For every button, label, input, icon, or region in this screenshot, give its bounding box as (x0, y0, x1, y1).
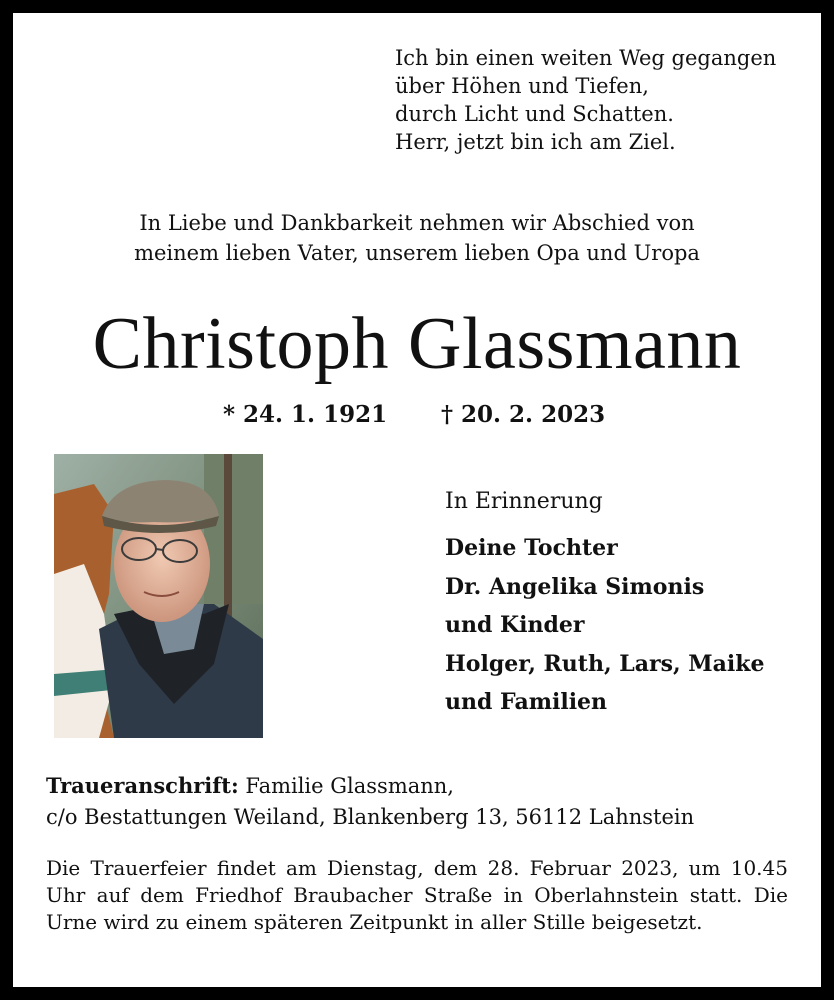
poem-line: über Höhen und Tiefen, (395, 74, 649, 98)
mourners-block (445, 487, 764, 722)
intro-line: In Liebe und Dankbarkeit nehmen wir Abschied von (139, 211, 695, 235)
portrait-photo (54, 454, 263, 738)
family-line: Holger, Ruth, Lars, Maike (445, 650, 765, 677)
ceremony-notice: Die Trauerfeier findet am Dienstag, dem 28. Februar 2023, um 10.45 Uhr auf dem Friedhof Braubacher Straße in Oberlahnstein statt. Die Urne wird zu einem späteren Zeitpunkt in aller Stille beigesetzt. (46, 856, 788, 934)
mourning-address (46, 770, 694, 833)
address-label: Traueranschrift: (46, 773, 239, 798)
poem-line: Ich bin einen weiten Weg gegangen (395, 46, 777, 70)
family-line: und Familien (445, 689, 608, 715)
intro-line: meinem lieben Vater, unserem lieben Opa und Uropa (134, 241, 700, 265)
poem (395, 44, 776, 156)
poem-line: Herr, jetzt bin ich am Ziel. (395, 130, 676, 154)
address-name: Familie Glassmann, (238, 774, 454, 798)
address-line-1 (46, 770, 694, 802)
address-line-2: c/o Bestattungen Weiland, Blankenberg 13, 56112 Lahnstein (46, 805, 695, 829)
family-list (445, 529, 764, 722)
family-line: Deine Tochter (445, 535, 618, 561)
death-date: † 20. 2. 2023 (441, 401, 606, 428)
poem-line: durch Licht und Schatten. (395, 102, 674, 126)
family-line: Dr. Angelika Simonis (445, 573, 705, 600)
birth-date: * 24. 1. 1921 (223, 401, 388, 428)
family-line: und Kinder (445, 612, 585, 638)
mourners-lead: In Erinnerung (445, 489, 603, 514)
intro-text (13, 208, 821, 268)
deceased-name: Christoph Glassmann (92, 303, 742, 385)
